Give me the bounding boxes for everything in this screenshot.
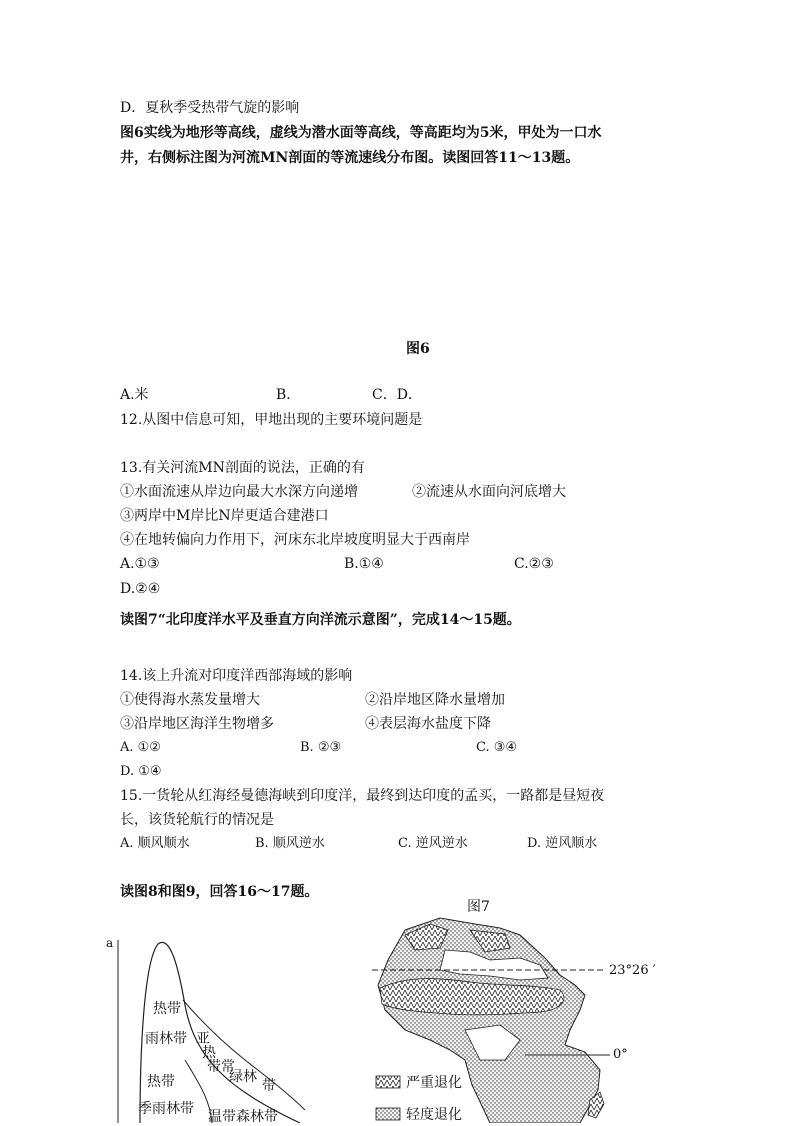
q13-option-b: B.①④ (344, 556, 384, 572)
fig8-zone-rainforest: 雨林带 (145, 1031, 187, 1047)
q14-statement-4: ④表层海水盐度下降 (365, 716, 491, 732)
q15-option-a: A. 顺风顺水 (120, 836, 190, 851)
equator-label: 0° (613, 1047, 628, 1062)
intro-fig7: 读图7“北印度洋水平及垂直方向洋流示意图”，完成14～15题。 (120, 612, 521, 628)
q14-statement-1: ①使得海水蒸发量增大 (120, 692, 260, 708)
legend-moderate-label: 轻度退化 (406, 1107, 462, 1123)
q15-option-b: B. 顺风逆水 (255, 836, 325, 851)
q13-stem: 13.有关河流MN剖面的说法，正确的有 (120, 460, 365, 476)
intro-fig6-line1: 图6实线为地形等高线，虚线为潜水面等高线，等高距均为5米，甲处为一口水 (120, 125, 602, 141)
q11-option-b: B． (276, 387, 301, 403)
legend-severe-swatch (376, 1076, 400, 1088)
q13-option-a: A.①③ (120, 556, 160, 572)
fig8-zone-monsoon-forest: 季雨林带 (138, 1101, 194, 1117)
q13-option-c: C.②③ (514, 556, 554, 572)
fig8-zone-forest: 绿林 (229, 1069, 257, 1085)
q11-option-cd: C．D． (372, 387, 422, 403)
fig9-caption: 图7 (467, 899, 490, 915)
fig8-zone-tropical-2: 热带 (147, 1074, 175, 1090)
q13-statement-1: ①水面流速从岸边向最大水深方向递增 (120, 484, 358, 500)
q14-option-d: D. ①④ (120, 764, 162, 779)
fig8-zone-tropical: 热带 (153, 1001, 181, 1017)
fig8-zone-evergreen: 带常 (207, 1059, 235, 1075)
q13-statement-4: ④在地转偏向力作用下，河床东北岸坡度明显大于西南岸 (120, 532, 470, 548)
q13-option-d: D.②④ (120, 581, 161, 597)
q14-statement-3: ③沿岸地区海洋生物增多 (120, 716, 274, 732)
fig8-zone-temperate-forest: 温带森林带 (208, 1109, 278, 1125)
intro-fig6-line2: 井，右侧标注图为河流MN剖面的等流速线分布图。读图回答11～13题。 (120, 150, 580, 166)
legend-severe-label: 严重退化 (406, 1075, 462, 1091)
fig8-zone-belt: 带 (262, 1078, 276, 1094)
fig8-zone-sub: 亚 (196, 1031, 210, 1047)
intro-fig8-fig9: 读图8和图9，回答16～17题。 (120, 884, 319, 900)
q15-stem-line2: 长，该货轮航行的情况是 (120, 812, 274, 828)
q15-option-c: C. 逆风逆水 (398, 836, 468, 851)
q11-option-a: A.米 (120, 387, 149, 403)
q12-stem: 12.从图中信息可知，甲地出现的主要环境问题是 (120, 412, 423, 428)
fig6-caption: 图6 (406, 341, 430, 357)
fig8-axis-label: a (106, 936, 114, 950)
tropic-label: 23°26 ′ (609, 963, 656, 978)
q14-option-c: C. ③④ (476, 740, 518, 755)
fig8-zone-hot: 热 (202, 1045, 216, 1061)
q15-stem-line1: 15.一货轮从红海经曼德海峡到印度洋，最终到达印度的孟买，一路都是昼短夜 (120, 788, 605, 804)
q14-option-b: B. ②③ (300, 740, 342, 755)
q10-option-d: D．夏秋季受热带气旋的影响 (120, 100, 300, 116)
q13-statement-2: ②流速从水面向河底增大 (412, 484, 566, 500)
q13-statement-3: ③两岸中M岸比N岸更适合建港口 (120, 508, 329, 524)
figure9-africa-map (372, 918, 610, 1123)
legend-moderate-swatch (376, 1108, 400, 1120)
q14-option-a: A. ①② (120, 740, 161, 755)
q14-stem: 14.该上升流对印度洋西部海域的影响 (120, 668, 353, 684)
q14-statement-2: ②沿岸地区降水量增加 (365, 692, 505, 708)
q15-option-d: D. 逆风顺水 (527, 836, 598, 851)
